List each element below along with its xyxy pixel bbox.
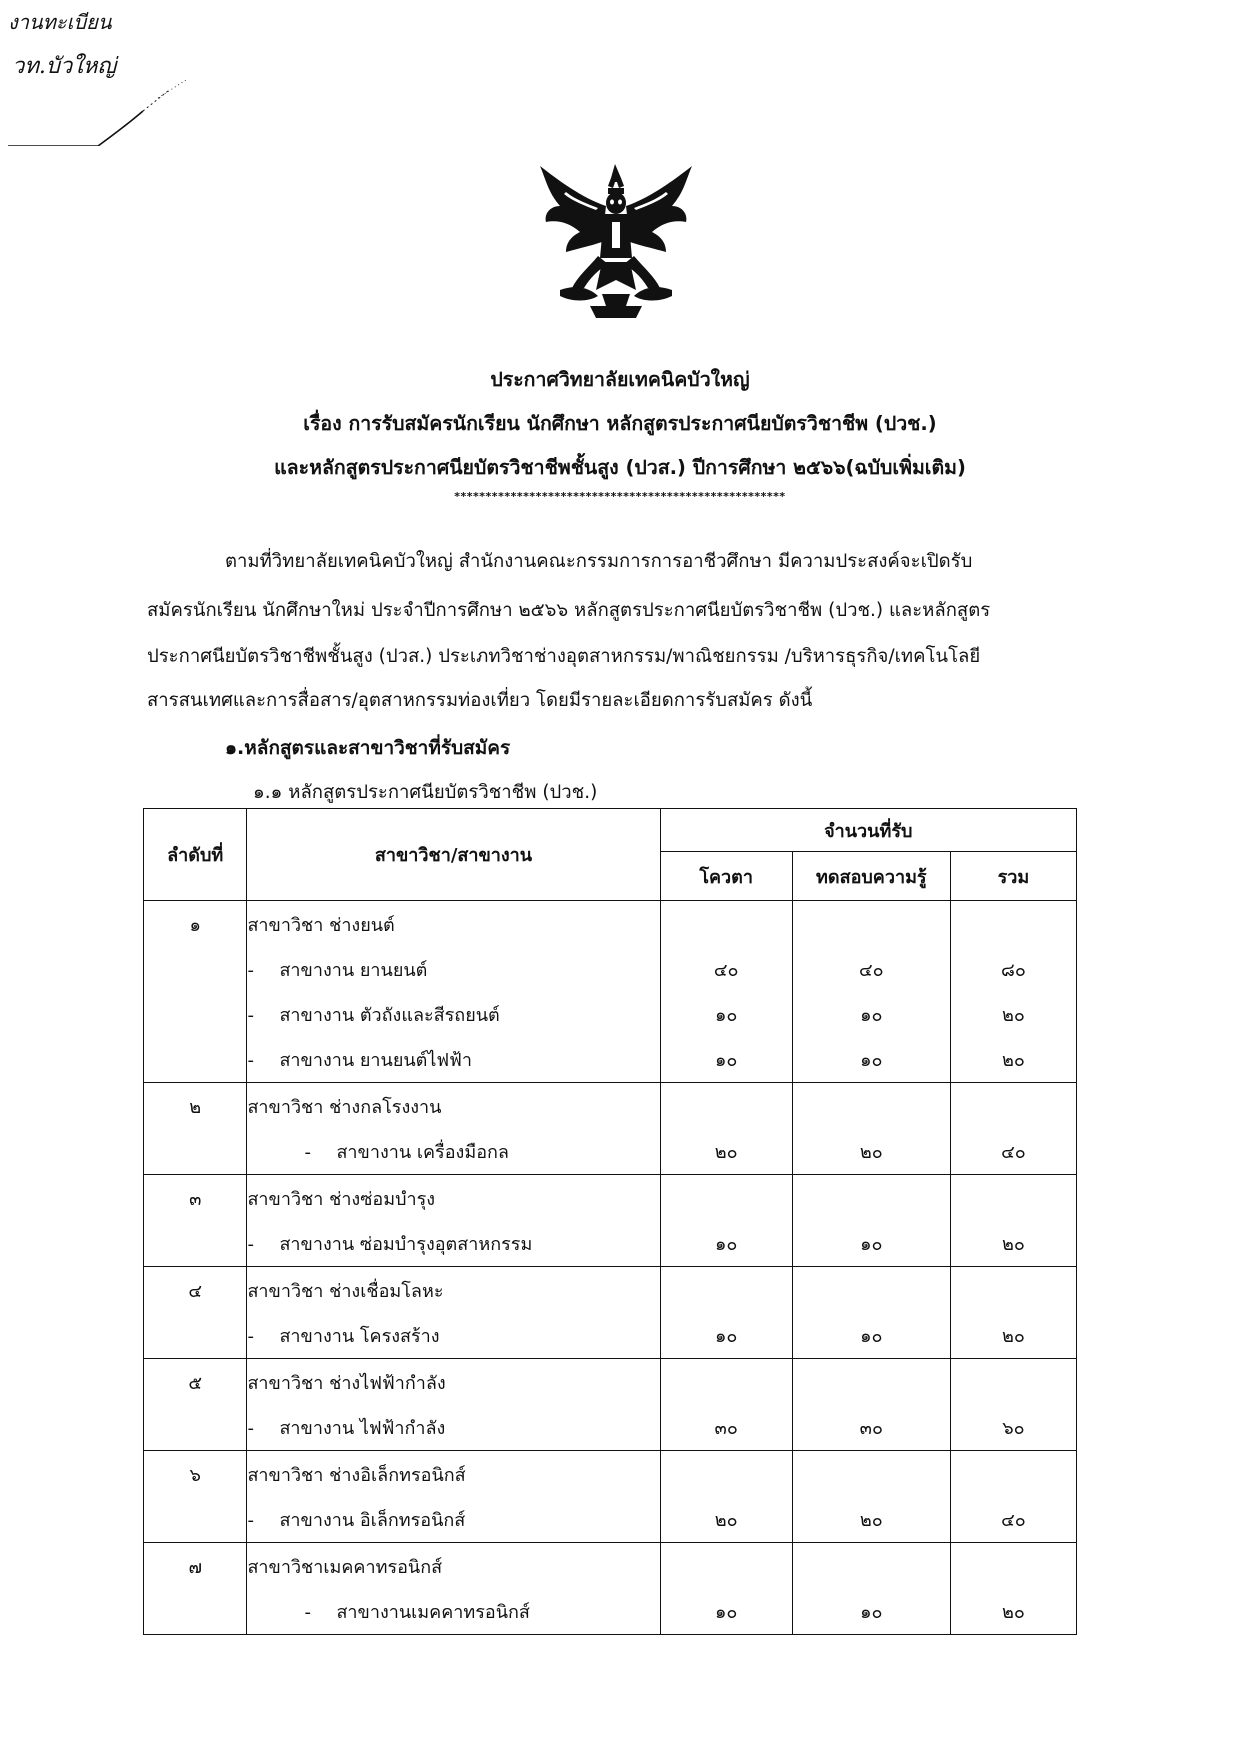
table-row-group — [144, 1359, 1077, 1406]
major-name: สาขาวิชาเมคคาทรอนิกส์ — [247, 1543, 660, 1590]
table-row-group — [144, 1175, 1077, 1222]
total-cell: ๖๐ — [950, 1405, 1076, 1451]
quota-cell: ๓๐ — [660, 1405, 792, 1451]
minor-name: สาขางาน ยานยนต์ — [279, 960, 428, 981]
minor-name: สาขางาน โครงสร้าง — [279, 1326, 440, 1347]
test-cell: ๒๐ — [792, 1129, 950, 1175]
body-line-4: สารสนเทศและการสื่อสาร/อุตสาหกรรมท่องเที่ยว โดยมีรายละเอียดการรับสมัคร ดังนี้ — [147, 690, 813, 711]
major-name: สาขาวิชา ช่างกลโรงงาน — [247, 1083, 660, 1130]
major-name: สาขาวิชา ช่างเชื่อมโลหะ — [247, 1267, 660, 1314]
seq-cell: ๓ — [144, 1175, 247, 1222]
table-row-group — [144, 1267, 1077, 1314]
seq-cell: ๑ — [144, 901, 247, 948]
dash-bullet: - — [247, 960, 254, 981]
total-cell: ๒๐ — [950, 1221, 1076, 1267]
minor-name: สาขางาน ซ่อมบำรุงอุตสาหกรรม — [279, 1234, 533, 1255]
test-cell: ๑๐ — [792, 1589, 950, 1635]
minor-name: สาขางาน อิเล็กทรอนิกส์ — [279, 1510, 466, 1531]
test-cell: ๑๐ — [792, 1037, 950, 1083]
announcement-subject: เรื่อง การรับสมัครนักเรียน นักศึกษา หลักสูตรประกาศนียบัตรวิชาชีพ (ปวช.) — [303, 412, 937, 435]
major-name: สาขาวิชา ช่างไฟฟ้ากำลัง — [247, 1359, 660, 1406]
total-cell: ๔๐ — [950, 1129, 1076, 1175]
total-cell: ๒๐ — [950, 992, 1076, 1037]
dash-bullet: - — [304, 1142, 311, 1163]
header-name: สาขาวิชา/สาขางาน — [247, 809, 660, 901]
test-cell: ๑๐ — [792, 1221, 950, 1267]
minor-name: สาขางาน ยานยนต์ไฟฟ้า — [279, 1050, 473, 1071]
table-row — [144, 1405, 1077, 1451]
seq-cell: ๒ — [144, 1083, 247, 1130]
garuda-emblem-drawing — [532, 162, 702, 322]
dash-bullet: - — [247, 1326, 254, 1347]
quota-cell: ๒๐ — [660, 1129, 792, 1175]
intake-table — [143, 808, 1077, 1635]
section-1-1-subtitle: ๑.๑ หลักสูตรประกาศนียบัตรวิชาชีพ (ปวช.) — [253, 782, 598, 803]
total-cell: ๔๐ — [950, 1497, 1076, 1543]
header-intake: จำนวนที่รับ — [660, 809, 1076, 852]
total-cell: ๒๐ — [950, 1313, 1076, 1359]
dash-bullet: - — [247, 1510, 254, 1531]
test-cell: ๑๐ — [792, 992, 950, 1037]
dash-bullet: - — [247, 1050, 254, 1071]
minor-name: สาขางานเมคคาทรอนิกส์ — [336, 1602, 530, 1623]
dash-bullet: - — [247, 1234, 254, 1255]
header-seq: ลำดับที่ — [144, 809, 247, 901]
table-row — [144, 1313, 1077, 1359]
header-quota: โควตา — [660, 852, 792, 901]
major-name: สาขาวิชา ช่างซ่อมบำรุง — [247, 1175, 660, 1222]
test-cell: ๔๐ — [792, 947, 950, 992]
dash-bullet: - — [304, 1602, 311, 1623]
seq-cell: ๕ — [144, 1359, 247, 1406]
dash-bullet: - — [247, 1005, 254, 1026]
body-line-2: สมัครนักเรียน นักศึกษาใหม่ ประจำปีการศึกษา ๒๕๖๖ หลักสูตรประกาศนียบัตรวิชาชีพ (ปวช.) และหลักสูตร — [147, 600, 991, 621]
total-cell: ๘๐ — [950, 947, 1076, 992]
table-row-group — [144, 1451, 1077, 1498]
section-1-title: ๑.หลักสูตรและสาขาวิชาที่รับสมัคร — [225, 737, 511, 759]
table-row — [144, 1589, 1077, 1635]
announcement-title: ประกาศวิทยาลัยเทคนิคบัวใหญ่ — [490, 368, 750, 391]
total-cell: ๒๐ — [950, 1589, 1076, 1635]
quota-cell: ๒๐ — [660, 1497, 792, 1543]
test-cell: ๒๐ — [792, 1497, 950, 1543]
seq-cell: ๖ — [144, 1451, 247, 1498]
dash-bullet: - — [247, 1418, 254, 1439]
major-name: สาขาวิชา ช่างอิเล็กทรอนิกส์ — [247, 1451, 660, 1498]
minor-name: สาขางาน ไฟฟ้ากำลัง — [279, 1418, 446, 1439]
table-row — [144, 1129, 1077, 1175]
table-row-group — [144, 1543, 1077, 1590]
table-row-group — [144, 901, 1077, 948]
header-test: ทดสอบความรู้ — [792, 852, 950, 901]
major-name: สาขาวิชา ช่างยนต์ — [247, 901, 660, 948]
total-cell: ๒๐ — [950, 1037, 1076, 1083]
test-cell: ๓๐ — [792, 1405, 950, 1451]
table-row — [144, 947, 1077, 992]
announcement-subject-line2: และหลักสูตรประกาศนียบัตรวิชาชีพชั้นสูง (ปวส.) ปีการศึกษา ๒๕๖๖(ฉบับเพิ่มเติม) — [274, 456, 966, 479]
table-row-group — [144, 1083, 1077, 1130]
header-total: รวม — [950, 852, 1076, 901]
heading-separator: ***************************************************** — [454, 490, 786, 503]
seq-cell: ๗ — [144, 1543, 247, 1590]
table-row — [144, 992, 1077, 1037]
table-row — [144, 1497, 1077, 1543]
garuda-emblem-icon — [532, 162, 702, 322]
quota-cell: ๑๐ — [660, 1037, 792, 1083]
quota-cell: ๔๐ — [660, 947, 792, 992]
minor-name: สาขางาน ตัวถังและสีรถยนต์ — [279, 1005, 500, 1026]
quota-cell: ๑๐ — [660, 1589, 792, 1635]
table-row — [144, 1221, 1077, 1267]
stamp-college: วท.บัวใหญ่ — [12, 54, 117, 79]
registration-stamp — [8, 6, 198, 146]
body-line-3: ประกาศนียบัตรวิชาชีพชั้นสูง (ปวส.) ประเภทวิชาช่างอุตสาหกรรม/พาณิชยกรรม /บริหารธุรกิจ/เทคโนโลยี — [147, 646, 981, 667]
quota-cell: ๑๐ — [660, 1221, 792, 1267]
test-cell: ๑๐ — [792, 1313, 950, 1359]
table-row — [144, 1037, 1077, 1083]
body-line-1: ตามที่วิทยาลัยเทคนิคบัวใหญ่ สำนักงานคณะกรรมการการอาชีวศึกษา มีความประสงค์จะเปิดรับ — [225, 551, 973, 572]
seq-cell: ๔ — [144, 1267, 247, 1314]
minor-name: สาขางาน เครื่องมือกล — [336, 1142, 509, 1163]
quota-cell: ๑๐ — [660, 1313, 792, 1359]
quota-cell: ๑๐ — [660, 992, 792, 1037]
stamp-label: งานทะเบียน — [8, 10, 112, 34]
